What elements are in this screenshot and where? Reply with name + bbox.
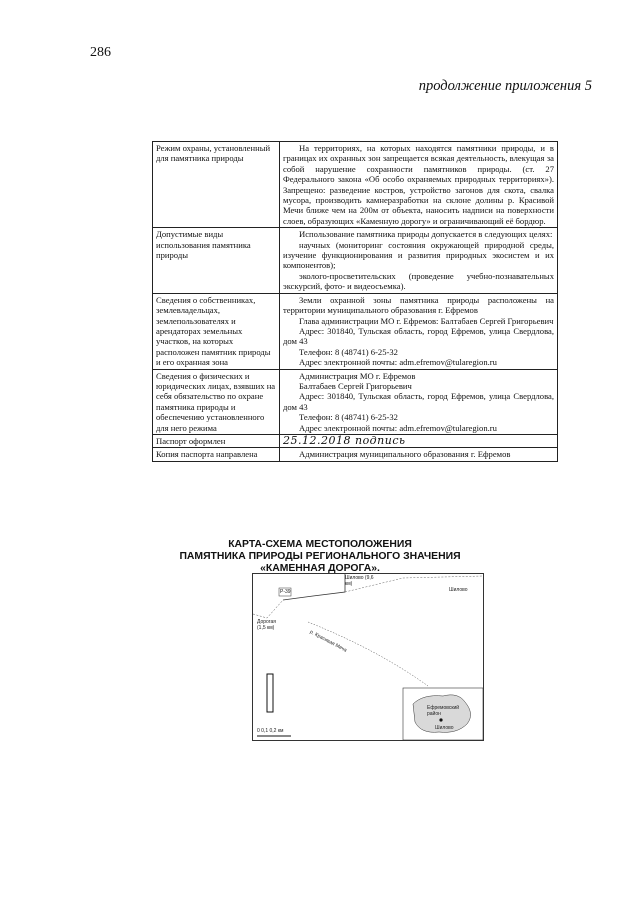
row-value	[280, 369, 558, 434]
map-label-town: Шилово	[435, 725, 454, 731]
river-line	[308, 622, 428, 686]
map-label-district: Ефремовский район	[427, 705, 460, 717]
map-label-shilovo: Шилово	[449, 587, 468, 593]
road-line	[283, 574, 345, 600]
row-value	[280, 434, 558, 447]
paragraph: Адрес электронной почты: adm.efremov@tularegion.ru	[299, 422, 497, 433]
paragraph: Глава администрации МО г. Ефремов: Балтабаев Сергей Григорьевич	[299, 315, 554, 326]
passport-table	[152, 141, 558, 462]
map-title-line2: ПАМЯТНИКА ПРИРОДЫ РЕГИОНАЛЬНОГО ЗНАЧЕНИЯ	[179, 551, 461, 562]
table-row	[153, 369, 558, 434]
monument-outline	[267, 674, 273, 712]
row-value	[280, 293, 558, 369]
paragraph: Администрация МО г. Ефремов	[299, 370, 416, 381]
paragraph: Телефон: 8 (48741) 6-25-32	[299, 412, 398, 423]
table-row	[153, 142, 558, 228]
row-value	[280, 228, 558, 293]
paragraph: Адрес: 301840, Тульская область, город Ефремов, улица Свердлова, дом 43	[283, 391, 554, 412]
paragraph: Использование памятника природы допускается в следующих целях:	[299, 229, 553, 240]
row-label: Сведения о физических и юридических лицах, взявших на себя обязательство по охране памятника природы и обеспечению установленного для него режима	[153, 369, 280, 434]
signature: 25.12.2018 подпись	[283, 433, 406, 447]
map-label-scale: 0 0,1 0,2 км	[257, 728, 284, 734]
table-row	[153, 448, 558, 461]
map-label-road-code: Р-39	[280, 589, 291, 595]
row-label: Сведения о собственниках, землевладельцах, землепользователях и арендаторах земельных участков, на которых расположен памятник природы и его охранная зона	[153, 293, 280, 369]
paragraph: Администрация муниципального образования г. Ефремов	[299, 449, 511, 460]
paragraph: Балтабаев Сергей Григорьевич	[299, 380, 412, 391]
paragraph: Земли охранной зоны памятника природы расположены на территории муниципального образования г. Ефремов	[283, 294, 554, 316]
paragraph: научных (мониторинг состояния окружающей природной среды, изучение функционирования и развития природных экосистем и их компонентов);	[283, 239, 554, 271]
row-label: Допустимые виды использования памятника природы	[153, 228, 280, 293]
row-value	[280, 142, 558, 228]
header-note: продолжение приложения 5	[418, 78, 592, 94]
table-row	[153, 293, 558, 369]
map-label-shilovo-road: Шилово (9,6 км)	[345, 575, 374, 587]
map-label-dorogan: Дорогая (1,5 км)	[257, 619, 276, 631]
row-label: Копия паспорта направлена	[153, 448, 280, 461]
table-row	[153, 434, 558, 447]
paragraph: эколого-просветительских (проведение учебно-познавательных экскурсий, фото- и видеосъемка).	[283, 270, 554, 292]
row-label: Режим охраны, установленный для памятника природы	[153, 142, 280, 228]
row-label: Паспорт оформлен	[153, 434, 280, 447]
road-line	[253, 600, 283, 618]
map-title-line3: «КАМЕННАЯ ДОРОГА».	[260, 563, 380, 574]
paragraph: Телефон: 8 (48741) 6-25-32	[299, 346, 398, 357]
location-dot	[439, 718, 442, 721]
location-map	[252, 573, 484, 741]
paragraph: На территориях, на которых находятся памятники природы, и в границах их охранных зон запрещается всякая деятельность, влекущая за собой нарушение сохранности памятников природы. (ст. 27 Федерального закона «Об особо охраняемых природных территориях»). Запрещено: разведение костров, устройство загонов для скота, свалка мусора, производить камнеразработки на склоне долины р. Красивой Мечи ближе чем на 200м от объекта, наносить надписи на поверхности слоев, образующих «Каменную дорогу» и ограничивающий её бордюр.	[283, 143, 554, 226]
paragraph: Адрес: 301840, Тульская область, город Ефремов, улица Свердлова, дом 43	[283, 325, 554, 347]
page-number: 286	[90, 45, 111, 60]
table-row	[153, 228, 558, 293]
map-label-river: р. Красивая Меча	[308, 629, 348, 654]
map-title-line1: КАРТА-СХЕМА МЕСТОПОЛОЖЕНИЯ	[228, 539, 412, 550]
row-value	[280, 448, 558, 461]
paragraph: Адрес электронной почты: adm.efremov@tularegion.ru	[299, 357, 497, 368]
